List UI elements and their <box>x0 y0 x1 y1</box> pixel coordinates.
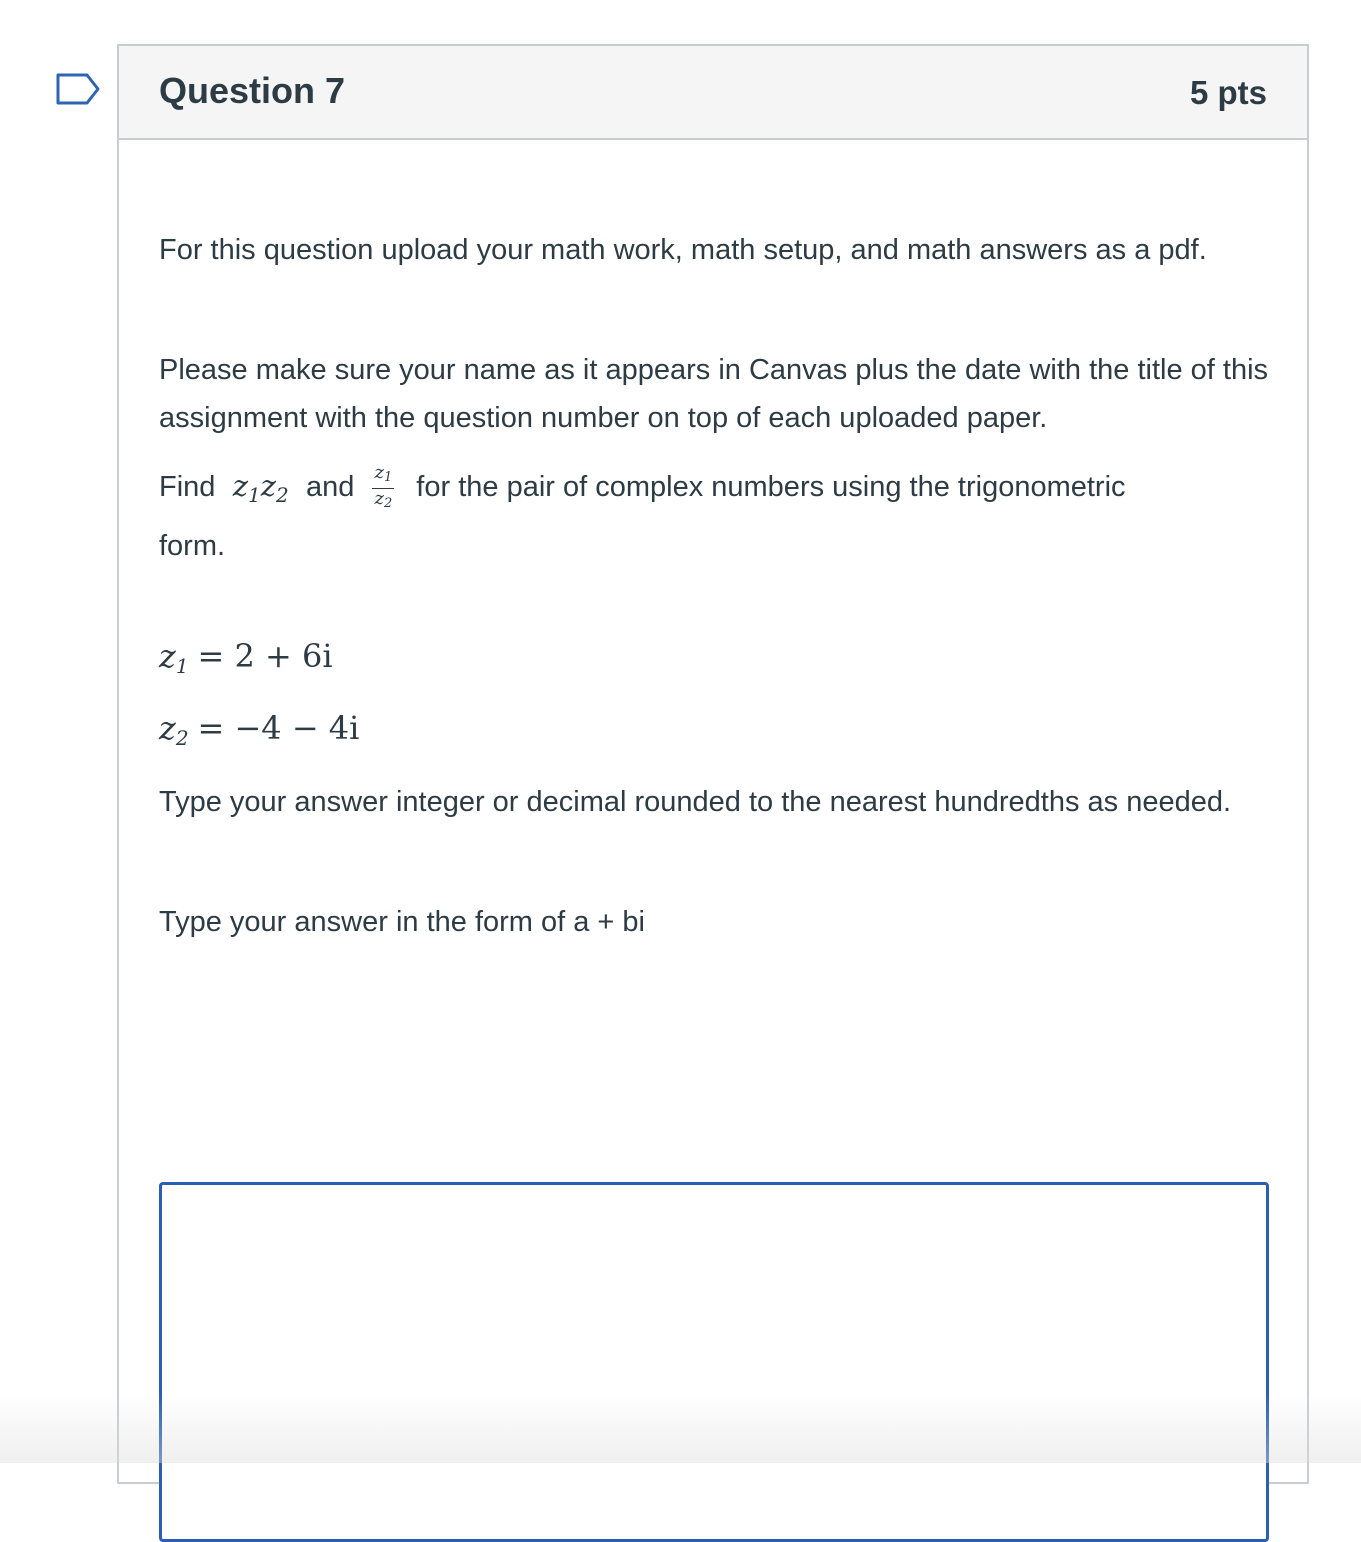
instruction-form: Type your answer in the form of a + bi <box>159 906 645 938</box>
z1-equation: $z_1 = 2 + 6i$ <box>159 637 333 678</box>
question-header <box>119 46 1307 140</box>
and-word: and <box>306 471 355 503</box>
instruction-rounding: Type your answer integer or decimal rounded to the nearest hundredths as needed. <box>159 786 1232 818</box>
question-card <box>117 44 1309 1484</box>
z1-value: = 2 + 6i <box>197 637 333 675</box>
instruction-name: Please make sure your name as it appears in Canvas plus the date with the title of this assignment with the question number on top of each uploaded paper. <box>159 354 1269 434</box>
answer-editor[interactable] <box>159 1182 1269 1542</box>
find-prefix: Find <box>159 471 216 503</box>
bottom-fade <box>0 1393 1361 1463</box>
question-title: Question 7 <box>159 70 346 111</box>
z2-equation: $z_2 = -4 - 4i$ <box>159 709 360 750</box>
find-suffix: for the pair of complex numbers using the trigonometric <box>416 471 1126 503</box>
z1-over-z2-fraction: $\frac{z_1}{z_2}$ <box>374 461 393 511</box>
z2-value: = −4 − 4i <box>197 709 360 747</box>
instruction-find <box>159 462 1269 519</box>
flag-question-icon[interactable] <box>55 72 101 106</box>
instruction-upload: For this question upload your math work, math setup, and math answers as a pdf. <box>159 234 1207 266</box>
z1z2-expression: $z_1z_2$ <box>223 469 289 507</box>
find-end: form. <box>159 530 226 562</box>
question-points: 5 pts <box>1189 74 1267 111</box>
